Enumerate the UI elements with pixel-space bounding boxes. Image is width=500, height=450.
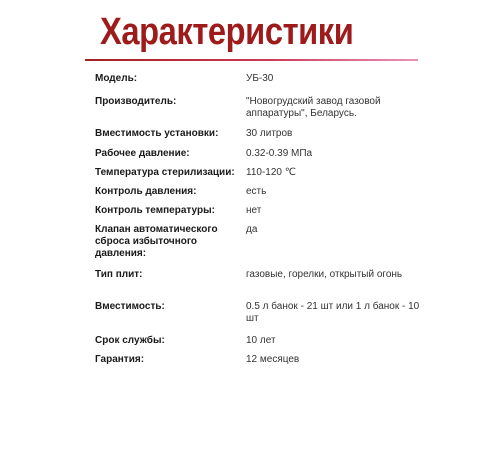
spec-label: Рабочее давление: bbox=[95, 148, 190, 159]
spec-value: газовые, горелки, открытый огонь bbox=[246, 269, 403, 280]
spec-label: Клапан автоматического сброса избыточного давления: bbox=[95, 224, 218, 259]
title-underline bbox=[85, 59, 418, 61]
spec-row-stove-type bbox=[95, 269, 425, 301]
spec-row-pressure bbox=[95, 148, 425, 167]
page-title: Характеристики bbox=[100, 11, 354, 53]
spec-value: 12 месяцев bbox=[246, 354, 300, 365]
spec-row-service-life bbox=[95, 335, 425, 354]
spec-row-capacity bbox=[95, 128, 425, 148]
spec-row-relief-valve bbox=[95, 224, 425, 269]
spec-row-warranty bbox=[95, 354, 425, 373]
spec-value: УБ-30 bbox=[246, 73, 274, 84]
spec-label: Срок службы: bbox=[95, 335, 165, 346]
spec-label: Контроль температуры: bbox=[95, 205, 215, 216]
spec-value: 30 литров bbox=[246, 128, 293, 139]
spec-row-pressure-control bbox=[95, 186, 425, 205]
spec-label: Гарантия: bbox=[95, 354, 145, 365]
spec-label: Вместимость установки: bbox=[95, 128, 219, 139]
spec-row-manufacturer bbox=[95, 96, 425, 128]
spec-value: есть bbox=[246, 186, 267, 197]
spec-label: Контроль давления: bbox=[95, 186, 197, 197]
specs-table bbox=[95, 73, 425, 373]
spec-value: нет bbox=[246, 205, 262, 216]
spec-row-model bbox=[95, 73, 425, 96]
spec-value: 0.32-0.39 МПа bbox=[246, 148, 313, 159]
spec-label: Тип плит: bbox=[95, 269, 143, 280]
spec-row-jar-capacity bbox=[95, 301, 425, 335]
spec-value: "Новогрудский завод газовой аппаратуры", Беларусь. bbox=[246, 96, 381, 119]
spec-label: Вместимость: bbox=[95, 301, 165, 312]
spec-row-temperature bbox=[95, 167, 425, 186]
spec-value: да bbox=[246, 224, 258, 235]
spec-value: 110-120 ℃ bbox=[246, 167, 296, 178]
spec-value: 0.5 л банок - 21 шт или 1 л банок - 10 шт bbox=[246, 301, 420, 324]
spec-row-temperature-control bbox=[95, 205, 425, 224]
spec-label: Температура стерилизации: bbox=[95, 167, 235, 178]
spec-label: Производитель: bbox=[95, 96, 177, 107]
spec-label: Модель: bbox=[95, 73, 138, 84]
spec-value: 10 лет bbox=[246, 335, 276, 346]
